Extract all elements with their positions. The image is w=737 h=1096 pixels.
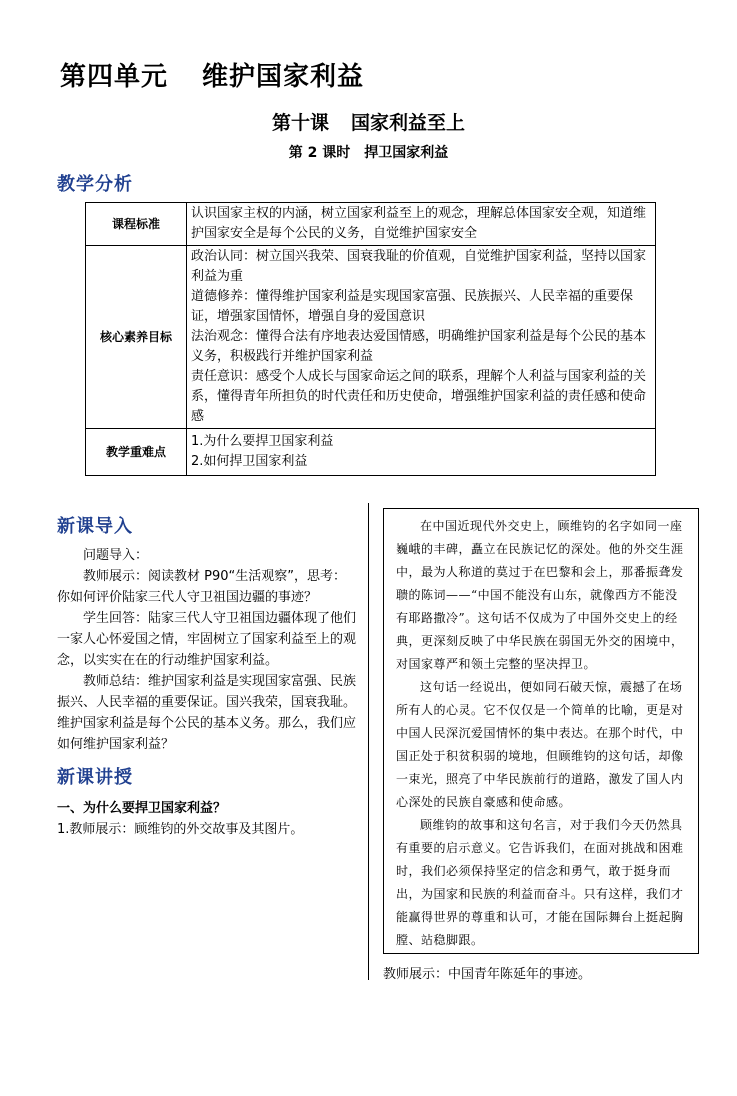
analysis-heading: 教学分析 [57, 174, 133, 195]
period-number: 第 2 课时 [288, 145, 351, 161]
intro-heading: 新课导入 [57, 516, 133, 537]
lecture-heading: 新课讲授 [57, 767, 133, 788]
lecture-subheading: 一、为什么要捍卫国家利益？ [57, 801, 227, 816]
row-line: 2.如何捍卫国家利益 [191, 454, 308, 469]
row-label: 核心素养目标 [86, 246, 187, 429]
period-title [0, 142, 737, 162]
unit-number: 第四单元 [60, 62, 169, 92]
unit-name: 维护国家利益 [202, 62, 365, 92]
lesson-title [0, 108, 737, 135]
row-content [187, 203, 656, 246]
column-divider [368, 503, 369, 980]
unit-title [60, 56, 364, 93]
intro-paragraph: 学生回答：陆家三代人守卫祖国边疆体现了他们一家人心怀爱国之情，牢固树立了国家利益至上的观念，以实实在在的行动维护国家利益。 [57, 611, 357, 668]
lecture-item: 1.教师展示：顾维钧的外交故事及其图片。 [57, 822, 304, 837]
row-line: 政治认同：树立国兴我荣、国衰我耻的价值观，自觉维护国家利益，坚持以国家利益为重 [191, 249, 647, 284]
table-row [86, 203, 656, 246]
row-line: 责任意识：感受个人成长与国家命运之间的联系，理解个人利益与国家利益的关系，懂得青年所担负的时代责任和历史使命，增强维护国家利益的责任感和使命感 [191, 369, 647, 424]
row-label: 教学重难点 [86, 429, 187, 476]
period-name: 捍卫国家利益 [364, 145, 449, 161]
row-line: 认识国家主权的内涵，树立国家利益至上的观念，理解总体国家安全观，知道维护国家安全是每个公民的义务，自觉维护国家安全 [191, 206, 647, 241]
quote-paragraph: 这句话一经说出，便如同石破天惊，震撼了在场所有人的心灵。它不仅仅是一个简单的比喻，更是对中国人民深沉爱国情怀的集中表达。在那个时代，中国正处于积贫积弱的境地，但顾维钧的这句话，却像一束光，照亮了中华民族前行的道路，激发了国人内心深处的民族自豪感和使命感。 [396, 680, 684, 809]
row-content [187, 429, 656, 476]
quote-box [383, 508, 699, 954]
teacher-note: 教师展示：中国青年陈延年的事迹。 [383, 967, 592, 982]
row-line: 道德修养：懂得维护国家利益是实现国家富强、民族振兴、人民幸福的重要保证，增强家国情怀，增强自身的爱国意识 [191, 289, 634, 324]
intro-paragraph: 教师总结：维护国家利益是实现国家富强、民族振兴、人民幸福的重要保证。国兴我荣，国衰我耻。维护国家利益是每个公民的基本义务。那么，我们应如何维护国家利益？ [57, 674, 357, 752]
row-content [187, 246, 656, 429]
row-label: 课程标准 [86, 203, 187, 246]
quote-paragraph: 在中国近现代外交史上，顾维钧的名字如同一座巍峨的丰碑，矗立在民族记忆的深处。他的外交生涯中，最为人称道的莫过于在巴黎和会上，那番振聋发聩的陈词——“中国不能没有山东，就像西方不能没有耶路撒冷”。这句话不仅成为了中国外交史上的经典，更深刻反映了中华民族在弱国无外交的困境中，对国家尊严和领土完整的坚决捍卫。 [396, 519, 684, 671]
intro-paragraph: 问题导入： [83, 548, 149, 563]
analysis-table [85, 202, 656, 476]
lesson-name: 国家利益至上 [351, 112, 466, 134]
row-line: 1.为什么要捍卫国家利益 [191, 434, 334, 449]
row-line: 法治观念：懂得合法有序地表达爱国情感，明确维护国家利益是每个公民的基本义务，积极践行并维护国家利益 [191, 329, 647, 364]
lesson-number: 第十课 [271, 112, 329, 134]
table-row [86, 246, 656, 429]
quote-paragraph: 顾维钧的故事和这句名言，对于我们今天仍然具有重要的启示意义。它告诉我们，在面对挑战和困难时，我们必须保持坚定的信念和勇气，敢于挺身而出，为国家和民族的利益而奋斗。只有这样，我们才能赢得世界的尊重和认可，才能在国际舞台上挺起胸膛、站稳脚跟。 [396, 818, 684, 947]
intro-body [57, 545, 357, 755]
table-row [86, 429, 656, 476]
intro-paragraph: 教师展示：阅读教材 P90“生活观察”，思考：你如何评价陆家三代人守卫祖国边疆的事迹？ [57, 569, 346, 605]
